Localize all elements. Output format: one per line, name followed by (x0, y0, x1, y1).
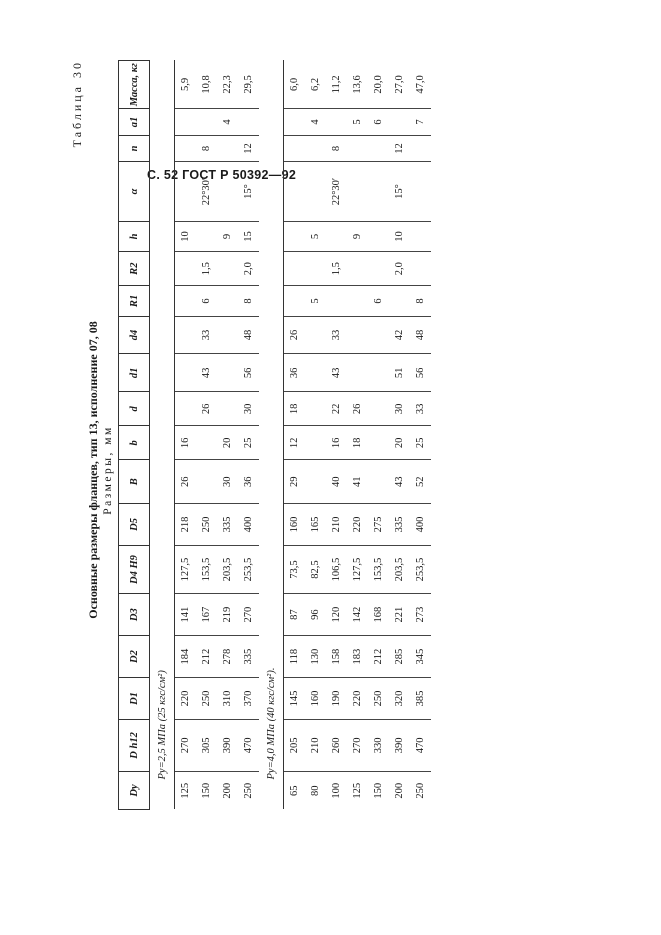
table-cell: 6,0 (284, 61, 306, 109)
table-row (238, 61, 259, 810)
table-cell: 106,5 (326, 545, 347, 593)
table-cell (284, 109, 306, 135)
table-cell: 220 (347, 678, 368, 720)
table-cell: 335 (217, 503, 238, 545)
table-cell: 205 (284, 719, 306, 771)
table-cell: 7 (410, 109, 431, 135)
table-cell (368, 162, 389, 222)
table-cell: 82,5 (305, 545, 326, 593)
table-cell: 8 (238, 286, 259, 316)
table-cell: 26 (196, 392, 217, 426)
table-cell: 253,5 (410, 545, 431, 593)
column-header: Масса, кг (119, 61, 150, 109)
table-cell: 400 (238, 503, 259, 545)
table-cell (347, 252, 368, 286)
table-cell: 153,5 (368, 545, 389, 593)
table-cell: 51 (389, 354, 410, 392)
table-cell: 26 (284, 316, 306, 354)
table-cell: 29 (284, 460, 306, 504)
table-cell: 335 (389, 503, 410, 545)
table-cell: 8 (196, 135, 217, 161)
table-cell: 5 (305, 286, 326, 316)
table-cell: 16 (326, 426, 347, 460)
table-cell (305, 392, 326, 426)
column-header: D1 (119, 678, 150, 720)
table-cell (305, 135, 326, 161)
table-cell (368, 392, 389, 426)
table-cell (175, 286, 197, 316)
column-header: D5 (119, 503, 150, 545)
table-row (284, 61, 306, 810)
table-cell (217, 135, 238, 161)
flange-dimensions-table (118, 60, 431, 810)
table-cell: 15° (389, 162, 410, 222)
table-cell: 125 (352, 782, 363, 799)
table-cell: 142 (347, 594, 368, 636)
table-cell: 127,5 (347, 545, 368, 593)
table-cell: 40 (326, 460, 347, 504)
table-cell: 4 (217, 109, 238, 135)
table-cell (410, 221, 431, 251)
table-cell: 10,8 (196, 61, 217, 109)
table-cell: 20 (217, 426, 238, 460)
table-cell: 36 (284, 354, 306, 392)
table-cell: 253,5 (238, 545, 259, 593)
table-cell (305, 252, 326, 286)
table-cell: 160 (284, 503, 306, 545)
table-cell: 158 (326, 636, 347, 678)
table-cell: 160 (305, 678, 326, 720)
table-cell: 18 (347, 426, 368, 460)
table-cell: 270 (175, 719, 197, 771)
table-label: Таблица 30 (70, 60, 84, 148)
table-cell (305, 460, 326, 504)
table-cell (175, 252, 197, 286)
table-cell (389, 286, 410, 316)
table-cell: 1,5 (326, 252, 347, 286)
table-cell (368, 252, 389, 286)
table-cell: 250 (243, 782, 254, 799)
table-cell: 385 (410, 678, 431, 720)
table-cell: 210 (326, 503, 347, 545)
table-cell: 275 (368, 503, 389, 545)
table-cell (196, 460, 217, 504)
table-cell (175, 135, 197, 161)
column-header: R1 (119, 286, 150, 316)
table-cell: 22 (326, 392, 347, 426)
table-cell (217, 162, 238, 222)
table-cell: 5 (347, 109, 368, 135)
table-cell (284, 252, 306, 286)
pressure-label: Py=2,5 МПа (25 кгс/см²) (156, 670, 168, 780)
table-cell (347, 135, 368, 161)
table-cell (217, 286, 238, 316)
table-row (347, 61, 368, 810)
table-cell (305, 426, 326, 460)
table-cell (326, 109, 347, 135)
table-cell: 12 (238, 135, 259, 161)
table-cell: 320 (389, 678, 410, 720)
table-cell: 145 (284, 678, 306, 720)
table-cell (410, 135, 431, 161)
table-cell: 141 (175, 594, 197, 636)
table-cell: 270 (347, 719, 368, 771)
table-cell: 130 (305, 636, 326, 678)
table-cell (217, 316, 238, 354)
table-cell: 43 (326, 354, 347, 392)
table-cell (368, 354, 389, 392)
table-cell: 5,9 (175, 61, 197, 109)
table-cell: 470 (410, 719, 431, 771)
table-cell: 184 (175, 636, 197, 678)
table-cell: 250 (196, 678, 217, 720)
table-cell: 12 (389, 135, 410, 161)
column-header: D2 (119, 636, 150, 678)
table-cell (175, 316, 197, 354)
table-row (389, 61, 410, 810)
table-cell (284, 286, 306, 316)
table-cell: 33 (326, 316, 347, 354)
table-cell: 210 (305, 719, 326, 771)
table-cell: 43 (196, 354, 217, 392)
table-cell: 29,5 (238, 61, 259, 109)
table-cell: 9 (347, 221, 368, 251)
table-cell: 273 (410, 594, 431, 636)
table-cell: 15° (238, 162, 259, 222)
table-cell (305, 354, 326, 392)
table-cell: 43 (389, 460, 410, 504)
table-cell: 218 (175, 503, 197, 545)
table-body (150, 61, 432, 810)
table-cell (284, 162, 306, 222)
table-cell: 220 (347, 503, 368, 545)
table-cell: 2,0 (238, 252, 259, 286)
table-cell: 26 (175, 460, 197, 504)
table-row (410, 61, 431, 810)
table-cell: 11,2 (326, 61, 347, 109)
table-cell: 10 (389, 221, 410, 251)
pressure-row (150, 61, 175, 810)
table-cell (196, 426, 217, 460)
table-header-row (119, 61, 150, 810)
table-cell: 165 (305, 503, 326, 545)
table-cell: 470 (238, 719, 259, 771)
table-cell (347, 354, 368, 392)
table-cell (326, 286, 347, 316)
table-cell (368, 460, 389, 504)
table-cell: 221 (389, 594, 410, 636)
table-cell: 8 (410, 286, 431, 316)
table-cell: 36 (238, 460, 259, 504)
table-cell: 20 (389, 426, 410, 460)
table-cell: 330 (368, 719, 389, 771)
table-cell: 30 (217, 460, 238, 504)
table-cell: 12 (284, 426, 306, 460)
table-cell: 335 (238, 636, 259, 678)
column-header: D4 H9 (119, 545, 150, 593)
table-cell: 1,5 (196, 252, 217, 286)
table-row (196, 61, 217, 810)
table-cell (368, 135, 389, 161)
table-cell: 168 (368, 594, 389, 636)
table-cell (326, 221, 347, 251)
table-cell (175, 354, 197, 392)
table-cell: 25 (410, 426, 431, 460)
table-cell (196, 221, 217, 251)
table-cell: 250 (368, 678, 389, 720)
table-cell: 13,6 (347, 61, 368, 109)
table-cell: 278 (217, 636, 238, 678)
pressure-row (259, 61, 284, 810)
table-cell: 2,0 (389, 252, 410, 286)
column-header: h (119, 221, 150, 251)
table-cell: 167 (196, 594, 217, 636)
table-cell: 260 (326, 719, 347, 771)
table-cell (217, 392, 238, 426)
table-cell: 150 (201, 782, 212, 799)
table-row (326, 61, 347, 810)
table-cell (305, 162, 326, 222)
table-cell (410, 252, 431, 286)
table-cell: 6 (368, 109, 389, 135)
table-cell: 33 (410, 392, 431, 426)
table-cell: 125 (175, 771, 197, 809)
column-header: b (119, 426, 150, 460)
table-cell: 270 (238, 594, 259, 636)
column-header: d4 (119, 316, 150, 354)
table-cell: 212 (196, 636, 217, 678)
table-cell: 153,5 (196, 545, 217, 593)
table-cell: 100 (331, 782, 342, 799)
table-cell: 250 (196, 503, 217, 545)
table-cell (217, 354, 238, 392)
table-cell: 6 (368, 286, 389, 316)
column-header: n (119, 135, 150, 161)
table-cell: 16 (175, 426, 197, 460)
column-header: R2 (119, 252, 150, 286)
table-cell (284, 221, 306, 251)
table-cell: 96 (305, 594, 326, 636)
table-cell (305, 316, 326, 354)
table-cell: 56 (410, 354, 431, 392)
table-cell: 390 (389, 719, 410, 771)
table-cell: 310 (217, 678, 238, 720)
table-cell: 390 (217, 719, 238, 771)
table-cell: 27,0 (389, 61, 410, 109)
table-cell: 250 (415, 782, 426, 799)
table-row (217, 61, 238, 810)
table-cell: 25 (238, 426, 259, 460)
table-cell: 4 (305, 109, 326, 135)
table-cell: 87 (284, 594, 306, 636)
table-cell: 200 (222, 782, 233, 799)
table-cell: 52 (410, 460, 431, 504)
table-cell (175, 392, 197, 426)
table-cell: 8 (326, 135, 347, 161)
table-cell: 33 (196, 316, 217, 354)
table-cell: 65 (284, 771, 306, 809)
table-cell (175, 109, 197, 135)
column-header: α (119, 162, 150, 222)
table-cell: 80 (310, 785, 321, 796)
table-cell: 41 (347, 460, 368, 504)
table-cell (368, 221, 389, 251)
table-cell: 200 (394, 782, 405, 799)
column-header: D h12 (119, 719, 150, 771)
table-cell: 220 (175, 678, 197, 720)
table-cell: 120 (326, 594, 347, 636)
page-header: С. 52 ГОСТ Р 50392—92 (147, 168, 297, 182)
table-cell: 42 (389, 316, 410, 354)
table-cell: 212 (368, 636, 389, 678)
table-row (368, 61, 389, 810)
rotated-table-area (60, 60, 620, 810)
table-cell: 26 (347, 392, 368, 426)
table-cell (410, 162, 431, 222)
table-cell: 73,5 (284, 545, 306, 593)
table-cell: 10 (175, 221, 197, 251)
column-header: D3 (119, 594, 150, 636)
column-header: Dy (119, 771, 150, 809)
table-cell: 20,0 (368, 61, 389, 109)
table-cell: 30 (389, 392, 410, 426)
table-cell (217, 252, 238, 286)
table-cell: 18 (284, 392, 306, 426)
table-cell: 203,5 (217, 545, 238, 593)
table-cell: 183 (347, 636, 368, 678)
column-header: d (119, 392, 150, 426)
table-cell: 190 (326, 678, 347, 720)
table-cell (347, 162, 368, 222)
table-cell (347, 286, 368, 316)
table-row (305, 61, 326, 810)
table-cell (368, 426, 389, 460)
table-row (175, 61, 197, 810)
table-cell (196, 109, 217, 135)
table-cell: 6,2 (305, 61, 326, 109)
table-cell: 22°30′ (196, 162, 217, 222)
table-cell: 345 (410, 636, 431, 678)
table-cell: 285 (389, 636, 410, 678)
table-cell: 305 (196, 719, 217, 771)
table-cell: 219 (217, 594, 238, 636)
table-cell: 127,5 (175, 545, 197, 593)
table-cell (284, 135, 306, 161)
table-cell: 9 (217, 221, 238, 251)
column-header: d1 (119, 354, 150, 392)
table-title: Основные размеры фланцев, тип 13, исполнение 07, 08 (86, 321, 100, 619)
table-cell: 48 (238, 316, 259, 354)
table-cell: 15 (238, 221, 259, 251)
table-cell: 5 (305, 221, 326, 251)
table-cell (238, 109, 259, 135)
table-cell: 30 (238, 392, 259, 426)
table-cell: 22,3 (217, 61, 238, 109)
table-cell (368, 316, 389, 354)
column-header: a1 (119, 109, 150, 135)
table-cell: 48 (410, 316, 431, 354)
table-cell: 6 (196, 286, 217, 316)
table-cell: 203,5 (389, 545, 410, 593)
table-cell: 118 (284, 636, 306, 678)
pressure-label: Py=4,0 МПа (40 кгс/см²). (265, 667, 277, 780)
table-cell: 150 (373, 782, 384, 799)
table-cell: 22°30′ (326, 162, 347, 222)
table-cell: 47,0 (410, 61, 431, 109)
table-cell: 400 (410, 503, 431, 545)
table-cell: 56 (238, 354, 259, 392)
table-cell (175, 162, 197, 222)
column-header: B (119, 460, 150, 504)
table-cell (389, 109, 410, 135)
table-cell (347, 316, 368, 354)
table-cell: 370 (238, 678, 259, 720)
sizes-caption: Размеры, мм (102, 425, 114, 515)
